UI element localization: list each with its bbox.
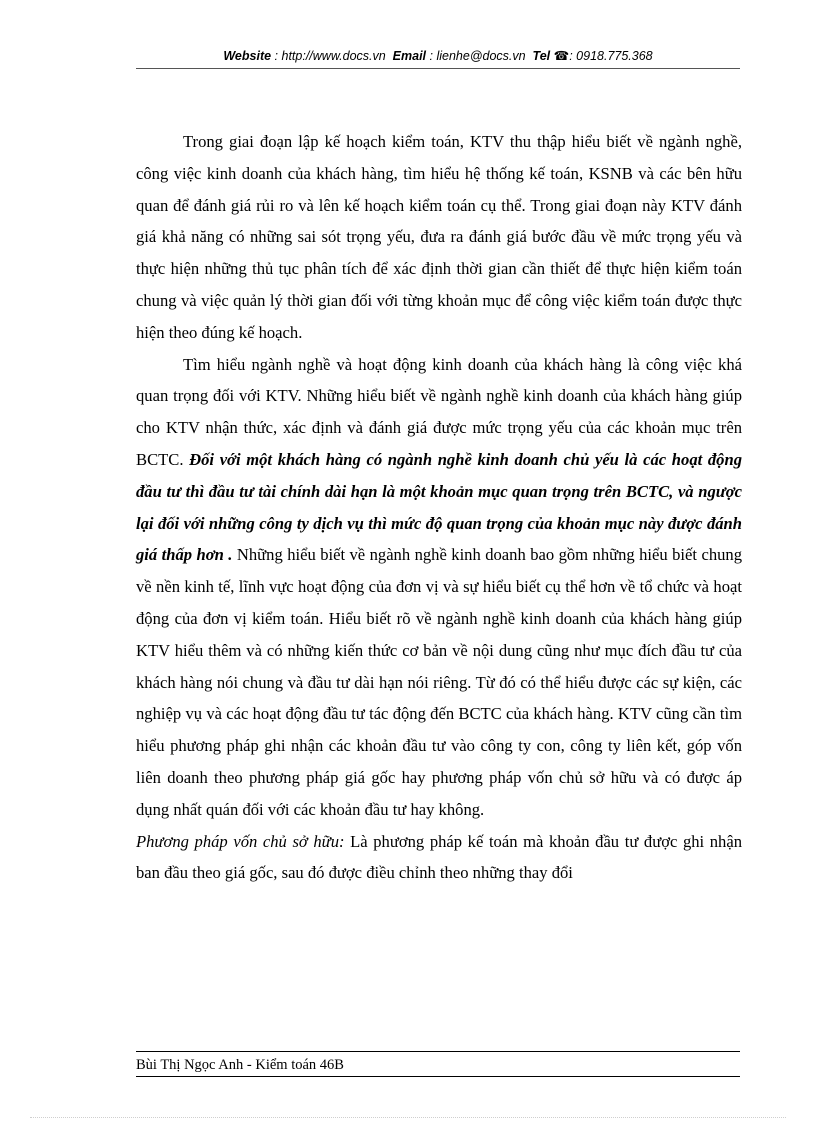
tel-value: : 0918.775.368 [569, 49, 653, 63]
page-bottom-divider [30, 1117, 786, 1118]
paragraph-3-text: Là phương pháp kế toán mà khoản đầu tư được ghi nhận ban đầu theo giá gốc, sau đó được điều chỉnh theo những thay đổi [136, 831, 743, 883]
page-header [136, 46, 740, 69]
footer-rule-bottom [136, 1076, 740, 1077]
document-body [136, 126, 742, 889]
email-value: : lienhe@docs.vn [429, 49, 526, 63]
website-value: : http://www.docs.vn [274, 49, 386, 63]
footer-rule-top [136, 1051, 740, 1052]
paragraph-3-term: Phương pháp vốn chủ sở hữu: [136, 831, 345, 851]
paragraph-2-start: Tìm hiểu ngành nghề và hoạt động kinh doanh của khách hàng là công việc khá quan trọng đối với KTV. Những hiểu biết về ngành nghề kinh doanh của khách hàng giúp cho KTV nhận thức, xác định và đánh giá được mức trọng yếu của các khoản mục trên BCTC. [136, 354, 742, 469]
paragraph-1: Trong giai đoạn lập kế hoạch kiểm toán, KTV thu thập hiểu biết về ngành nghề, công việc kinh doanh của khách hàng, tìm hiểu hệ thống kế toán, KSNB và các bên hữu quan để đánh giá rủi ro và lên kế hoạch kiểm toán cụ thể. Trong giai đoạn này KTV đánh giá khả năng có những sai sót trọng yếu, đưa ra đánh giá bước đầu về mức trọng yếu và thực hiện những thủ tục phân tích để xác định thời gian cần thiết để thực hiện kiểm toán chung và việc quản lý thời gian đối với từng khoản mục để công việc kiểm toán được thực hiện theo đúng kế hoạch. [136, 132, 742, 342]
website-label: Website [223, 49, 272, 63]
email-label: Email [392, 49, 427, 63]
paragraph-2 [136, 349, 742, 826]
paragraph-3 [136, 826, 742, 890]
footer-author: Bùi Thị Ngọc Anh - Kiểm toán 46B [136, 1057, 344, 1073]
phone-icon: ☎ [553, 49, 570, 63]
paragraph-2-emphasis: Đối với một khách hàng có ngành nghề kinh doanh chủ yếu là các hoạt động đầu tư thì đầu tư tài chính dài hạn là một khoản mục quan trọng trên BCTC, và ngược lại đối với những công ty dịch vụ thì mức độ quan trọng của khoản mục này được đánh giá thấp hơn . [136, 449, 742, 565]
tel-label: Tel [532, 49, 551, 63]
paragraph-2-end: Những hiểu biết về ngành nghề kinh doanh bao gồm những hiểu biết chung về nền kinh tế, lĩnh vực hoạt động của đơn vị và sự hiểu biết cụ thể hơn về tổ chức và hoạt động của đơn vị kiểm toán. Hiểu biết rõ về ngành nghề kinh doanh của khách hàng giúp KTV hiểu thêm và có những kiến thức cơ bản về nội dung cũng như mục đích đầu tư của khách hàng nói chung và đầu tư dài hạn nói riêng. Từ đó có thể hiểu được các sự kiện, các nghiệp vụ và các hoạt động đầu tư tác động đến BCTC của khách hàng. KTV cũng cần tìm hiểu phương pháp ghi nhận các khoản đầu tư vào công ty con, công ty liên kết, góp vốn liên doanh theo phương pháp giá gốc hay phương pháp vốn chủ sở hữu và có được áp dụng nhất quán đối với các khoản đầu tư hay không. [136, 545, 743, 819]
